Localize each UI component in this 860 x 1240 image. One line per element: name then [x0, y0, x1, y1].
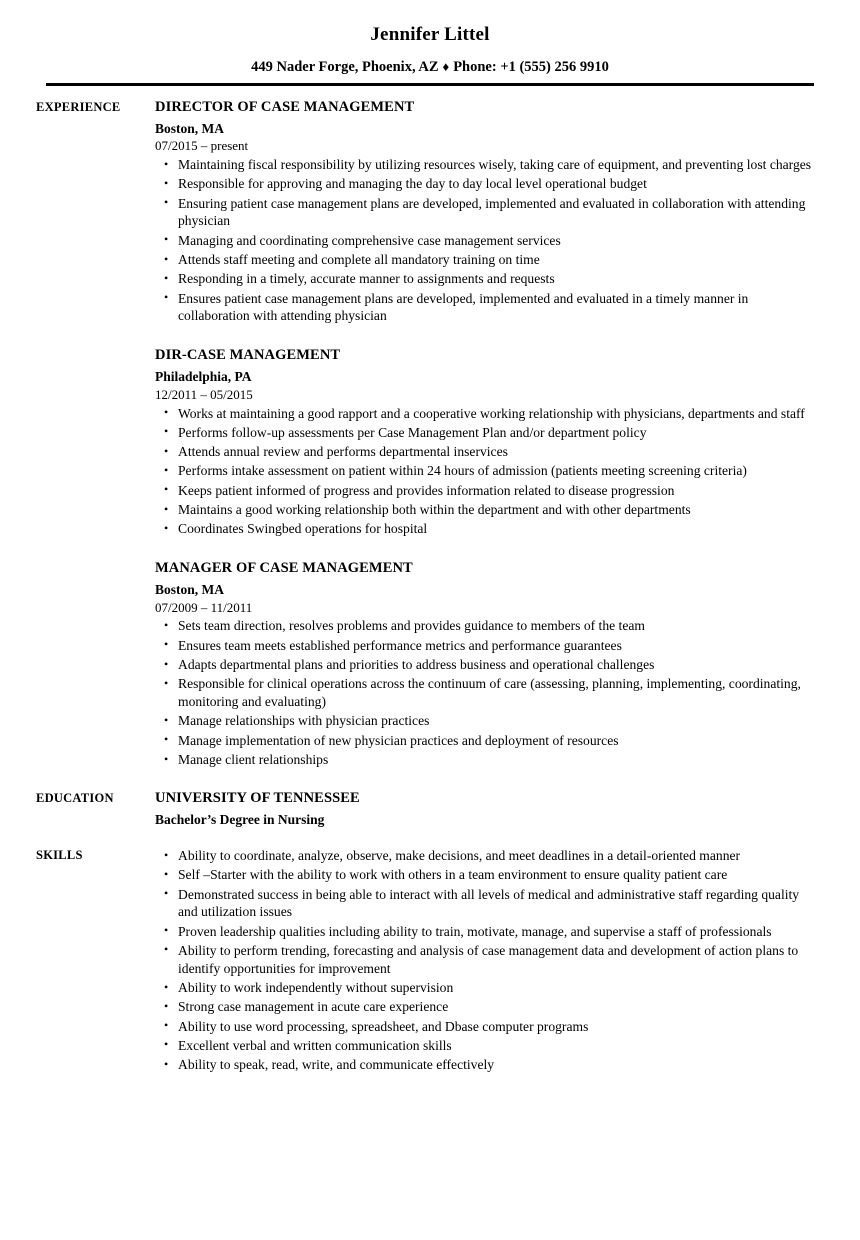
experience-entry: [155, 346, 814, 538]
job-dates: 07/2009 – 11/2011: [155, 599, 253, 615]
list-item: • Performs follow-up assessments per Case Management Plan and/or department policy: [155, 424, 814, 442]
list-item: • Coordinates Swingbed operations for hospital: [155, 520, 814, 538]
skills-entries: [155, 846, 814, 1075]
list-item: • Ability to use word processing, spreadsheet, and Dbase computer programs: [155, 1018, 814, 1036]
list-item: • Ensures team meets established performance metrics and performance guarantees: [155, 637, 814, 655]
header-divider: [46, 83, 814, 86]
education-section-label: EDUCATION: [36, 790, 114, 805]
skills-section: [0, 846, 860, 1075]
list-item: • Excellent verbal and written communication skills: [155, 1037, 814, 1055]
list-item: • Manage relationships with physician practices: [155, 712, 814, 730]
list-item: • Managing and coordinating comprehensive case management services: [155, 232, 814, 250]
list-item: • Attends staff meeting and complete all mandatory training on time: [155, 251, 814, 269]
experience-entry: [155, 98, 814, 325]
education-entry: [155, 789, 814, 829]
experience-entries: [155, 98, 814, 769]
candidate-name: Jennifer Littel: [370, 24, 490, 45]
list-item: • Works at maintaining a good rapport and a cooperative working relationship with physicians, departments and staff: [155, 405, 814, 423]
list-item: • Strong case management in acute care experience: [155, 998, 814, 1016]
education-section: [0, 789, 860, 829]
list-item: • Ability to perform trending, forecasting and analysis of case management data and development of action plans to identify opportunities for improvement: [155, 942, 814, 978]
list-item: • Ability to work independently without supervision: [155, 979, 814, 997]
experience-entry: [155, 559, 814, 769]
job-title: DIRECTOR OF CASE MANAGEMENT: [155, 98, 415, 115]
list-item: • Attends annual review and performs departmental inservices: [155, 443, 814, 461]
list-item: • Ensuring patient case management plans are developed, implemented and evaluated in collaboration with attending physician: [155, 195, 814, 231]
list-item: • Maintains a good working relationship both within the department and with other departments: [155, 501, 814, 519]
list-item: • Keeps patient informed of progress and provides information related to disease progression: [155, 482, 814, 500]
job-location: Philadelphia, PA: [155, 369, 252, 385]
education-degree: Bachelor’s Degree in Nursing: [155, 811, 325, 827]
list-item: • Adapts departmental plans and priorities to address business and operational challenges: [155, 656, 814, 674]
list-item: • Maintaining fiscal responsibility by utilizing resources wisely, taking care of equipment, and preventing lost charges: [155, 156, 814, 174]
job-location: Boston, MA: [155, 120, 225, 136]
list-item: • Ensures patient case management plans are developed, implemented and evaluated in a timely manner in collaboration with attending physician: [155, 290, 814, 326]
list-item: • Self –Starter with the ability to work with others in a team environment to ensure quality patient care: [155, 866, 814, 884]
job-title: MANAGER OF CASE MANAGEMENT: [155, 560, 413, 577]
job-dates: 12/2011 – 05/2015: [155, 386, 253, 402]
skills-section-label: SKILLS: [36, 847, 83, 862]
list-item: • Ability to speak, read, write, and communicate effectively: [155, 1056, 814, 1074]
list-item: • Performs intake assessment on patient within 24 hours of admission (patients meeting screening criteria): [155, 462, 814, 480]
list-item: • Manage client relationships: [155, 751, 814, 769]
experience-section: [0, 98, 860, 769]
job-location: Boston, MA: [155, 582, 225, 597]
job-responsibility-list: [155, 156, 814, 325]
diamond-separator-icon: ♦: [442, 58, 450, 74]
job-dates: 07/2015 – present: [155, 138, 249, 154]
experience-section-label: EXPERIENCE: [36, 99, 121, 114]
contact-address: 449 Nader Forge, Phoenix, AZ: [251, 58, 439, 75]
list-item: • Responding in a timely, accurate manner to assignments and requests: [155, 270, 814, 288]
job-responsibility-list: [155, 405, 814, 539]
list-item: • Sets team direction, resolves problems and provides guidance to members of the team: [155, 617, 814, 635]
list-item: • Responsible for approving and managing the day to day local level operational budget: [155, 175, 814, 193]
list-item: • Proven leadership qualities including ability to train, motivate, manage, and supervise a staff of professionals: [155, 923, 814, 941]
list-item: • Responsible for clinical operations across the continuum of care (assessing, planning, implementing, coordinating, monitoring and evaluating): [155, 675, 814, 711]
contact-phone: Phone: +1 (555) 256 9910: [453, 58, 609, 75]
contact-line: [0, 59, 860, 76]
list-item: • Ability to coordinate, analyze, observe, make decisions, and meet deadlines in a detail-oriented manner: [155, 847, 814, 865]
skills-list: [155, 847, 814, 1074]
job-title: DIR-CASE MANAGEMENT: [155, 347, 341, 364]
list-item: • Demonstrated success in being able to interact with all levels of medical and administrative staff regarding quality and utilization issues: [155, 886, 814, 922]
resume-header: [0, 0, 860, 86]
education-entries: [155, 789, 814, 829]
job-responsibility-list: [155, 617, 814, 768]
education-school: UNIVERSITY OF TENNESSEE: [155, 789, 360, 806]
list-item: • Manage implementation of new physician practices and deployment of resources: [155, 732, 814, 750]
